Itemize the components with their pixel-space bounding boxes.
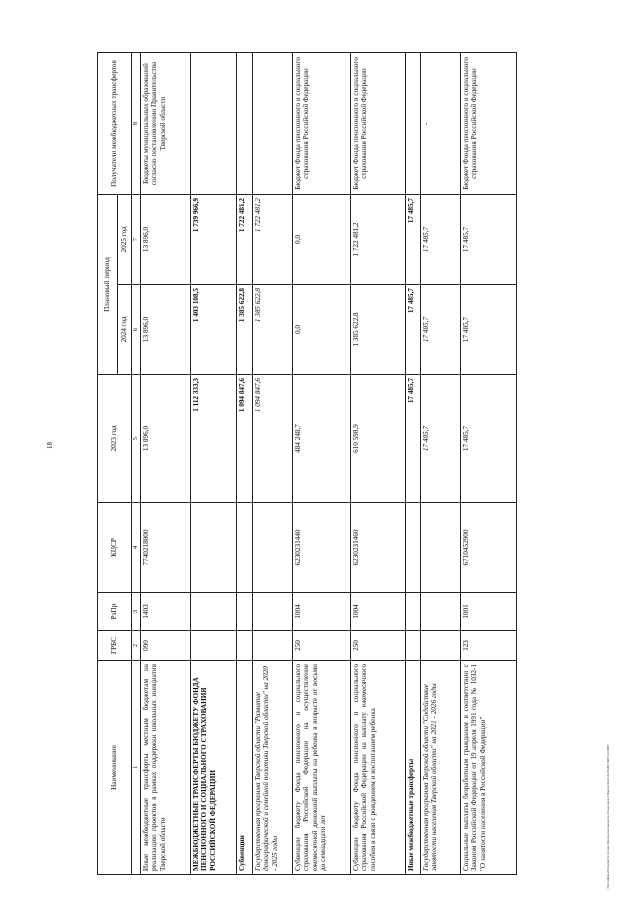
- row-rzpr: 1004: [351, 593, 406, 631]
- row-2023: 17 485,7: [461, 375, 517, 503]
- row-name: Субвенции бюджету Фонда пенсионного и социального страхования Российской Федерации на осуществление ежемесячной денежной выплаты на ребенка в возрасте от восьми до семнадцати лет: [293, 661, 351, 875]
- row-2025: 17 485,7: [461, 194, 517, 284]
- row-rzpr: 1004: [293, 593, 351, 631]
- row-rzpr: 1001: [461, 593, 517, 631]
- table-row: [237, 52, 253, 874]
- row-name: Государственная программа Тверской области "Содействие занятости населения Тверской области" на 2021 - 2026 годы: [421, 661, 461, 875]
- header-grbs: ГРБС: [98, 631, 132, 661]
- row-2025: 1 722 481,2: [351, 194, 406, 284]
- row-kcsr: [406, 503, 421, 593]
- table-row: [141, 52, 191, 874]
- row-recipient: [191, 52, 237, 194]
- row-name: Иные межбюджетные трансферты местным бюджетам на реализацию проектов в рамках поддержки школьных инициатив Тверской области: [141, 661, 191, 875]
- row-2025: 17 485,7: [406, 194, 421, 284]
- transfers-table: [97, 52, 517, 875]
- header-plan-period: Плановый период: [98, 194, 118, 374]
- row-grbs: 123: [461, 631, 517, 661]
- row-2023: 484 248,7: [293, 375, 351, 503]
- col-number: 8: [132, 52, 141, 194]
- row-2023: 1 094 847,6: [253, 375, 293, 503]
- col-number: 7: [132, 194, 141, 284]
- header-year-2023: 2023 год: [98, 375, 132, 503]
- row-2023: 1 112 333,3: [191, 375, 237, 503]
- table-row: [406, 52, 421, 874]
- row-recipient: -: [421, 52, 461, 194]
- row-recipient: Бюджет Фонда пенсионного и социального страхования Российской Федерации: [351, 52, 406, 194]
- row-name: Субвенции бюджету Фонда пенсионного и социального страхования Российской Федерации на выплату ежемесячного пособия в связи с рождением и воспитанием ребенка: [351, 661, 406, 875]
- row-kcsr: [237, 503, 253, 593]
- row-name: Субвенции: [237, 661, 253, 875]
- col-number: 4: [132, 503, 141, 593]
- row-2024: 1 385 622,8: [351, 285, 406, 375]
- row-recipient: Бюджет Фонда пенсионного и социального страхования Российской Федерации: [293, 52, 351, 194]
- row-recipient: Бюджет Фонда пенсионного и социального страхования Российской Федерации: [461, 52, 517, 194]
- row-kcsr: 7740218000: [141, 503, 191, 593]
- row-grbs: [406, 631, 421, 661]
- row-kcsr: [421, 503, 461, 593]
- row-kcsr: 6710452900: [461, 503, 517, 593]
- row-2024: 1 385 622,8: [237, 285, 253, 375]
- row-rzpr: [421, 593, 461, 631]
- row-recipient: [237, 52, 253, 194]
- rotated-table-container: [97, 53, 489, 875]
- row-2024: 1 403 108,5: [191, 285, 237, 375]
- table-row: [421, 52, 461, 874]
- row-name: Иные межбюджетные трансферты: [406, 661, 421, 875]
- row-2023: 17 485,7: [406, 375, 421, 503]
- row-grbs: 090: [141, 631, 191, 661]
- table-row: [461, 52, 517, 874]
- row-name: Социальные выплаты безработным гражданам в соответствии с Законом Российской Федерации от 19 апреля 1991 года № 1032-1 "О занятости населения в Российской Федерации": [461, 661, 517, 875]
- row-2024: 17 485,7: [406, 285, 421, 375]
- row-grbs: [253, 631, 293, 661]
- row-2025: 0,0: [293, 194, 351, 284]
- row-recipient: Бюджеты муниципальных образований согласно постановлению Правительства Тверской области: [141, 52, 191, 194]
- row-kcsr: 6230231440: [293, 503, 351, 593]
- row-name: Государственная программа Тверской области "Развитие демографической и семейной политики Тверской области" на 2020 - 2025 годы: [253, 661, 293, 875]
- col-number: 5: [132, 375, 141, 503]
- row-2024: 0,0: [293, 285, 351, 375]
- row-rzpr: [237, 593, 253, 631]
- row-2023: 13 896,0: [141, 375, 191, 503]
- table-row: [293, 52, 351, 874]
- row-2025: 1 722 481,2: [237, 194, 253, 284]
- row-2023: 1 094 847,6: [237, 375, 253, 503]
- row-2023: 17 485,7: [421, 375, 461, 503]
- row-2025: 13 896,0: [141, 194, 191, 284]
- row-kcsr: [191, 503, 237, 593]
- row-2024: 13 896,0: [141, 285, 191, 375]
- row-grbs: [421, 631, 461, 661]
- row-rzpr: [253, 593, 293, 631]
- row-2025: 1 722 481,2: [253, 194, 293, 284]
- table-row: [351, 52, 406, 874]
- header-kcsr: КЦСР: [98, 503, 132, 593]
- row-grbs: 250: [293, 631, 351, 661]
- header-year-2025: 2025 год: [118, 194, 132, 284]
- col-number: 2: [132, 631, 141, 661]
- header-year-2024: 2024 год: [118, 285, 132, 375]
- table-row: [253, 52, 293, 874]
- row-kcsr: 6230231460: [351, 503, 406, 593]
- row-rzpr: 1403: [141, 593, 191, 631]
- header-name: Наименование: [98, 661, 132, 875]
- header-recipients: Получатели межбюджетных трансфертов: [98, 52, 132, 194]
- table-row: [191, 52, 237, 874]
- row-2024: 17 485,7: [421, 285, 461, 375]
- page-number: 18: [46, 442, 54, 449]
- col-number: 1: [132, 661, 141, 875]
- row-kcsr: [253, 503, 293, 593]
- row-2024: 1 385 622,8: [253, 285, 293, 375]
- row-grbs: [237, 631, 253, 661]
- row-2024: 17 485,7: [461, 285, 517, 375]
- row-grbs: [191, 631, 237, 661]
- row-rzpr: [406, 593, 421, 631]
- row-2025: 17 485,7: [421, 194, 461, 284]
- row-name: МЕЖБЮДЖЕТНЫЕ ТРАНСФЕРТЫ БЮДЖЕТУ ФОНДА ПЕНСИОННОГО И СОЦИАЛЬНОГО СТРАХОВАНИЯ РОССИЙСКОЙ ФЕДЕРАЦИИ: [191, 661, 237, 875]
- col-number: 6: [132, 285, 141, 375]
- col-number: 3: [132, 593, 141, 631]
- header-rzpr: РзПр: [98, 593, 132, 631]
- footer-file-path: \\Fs01\мфин-db\бюджет\2-чтение\Документы\законопр\23\закондок\2\Нормат\2023\2023\МБТ\МБТ\р3\МБТ: [606, 744, 610, 890]
- row-rzpr: [191, 593, 237, 631]
- row-recipient: [253, 52, 293, 194]
- row-grbs: 250: [351, 631, 406, 661]
- row-recipient: [406, 52, 421, 194]
- row-2023: 610 598,9: [351, 375, 406, 503]
- row-2025: 1 739 966,9: [191, 194, 237, 284]
